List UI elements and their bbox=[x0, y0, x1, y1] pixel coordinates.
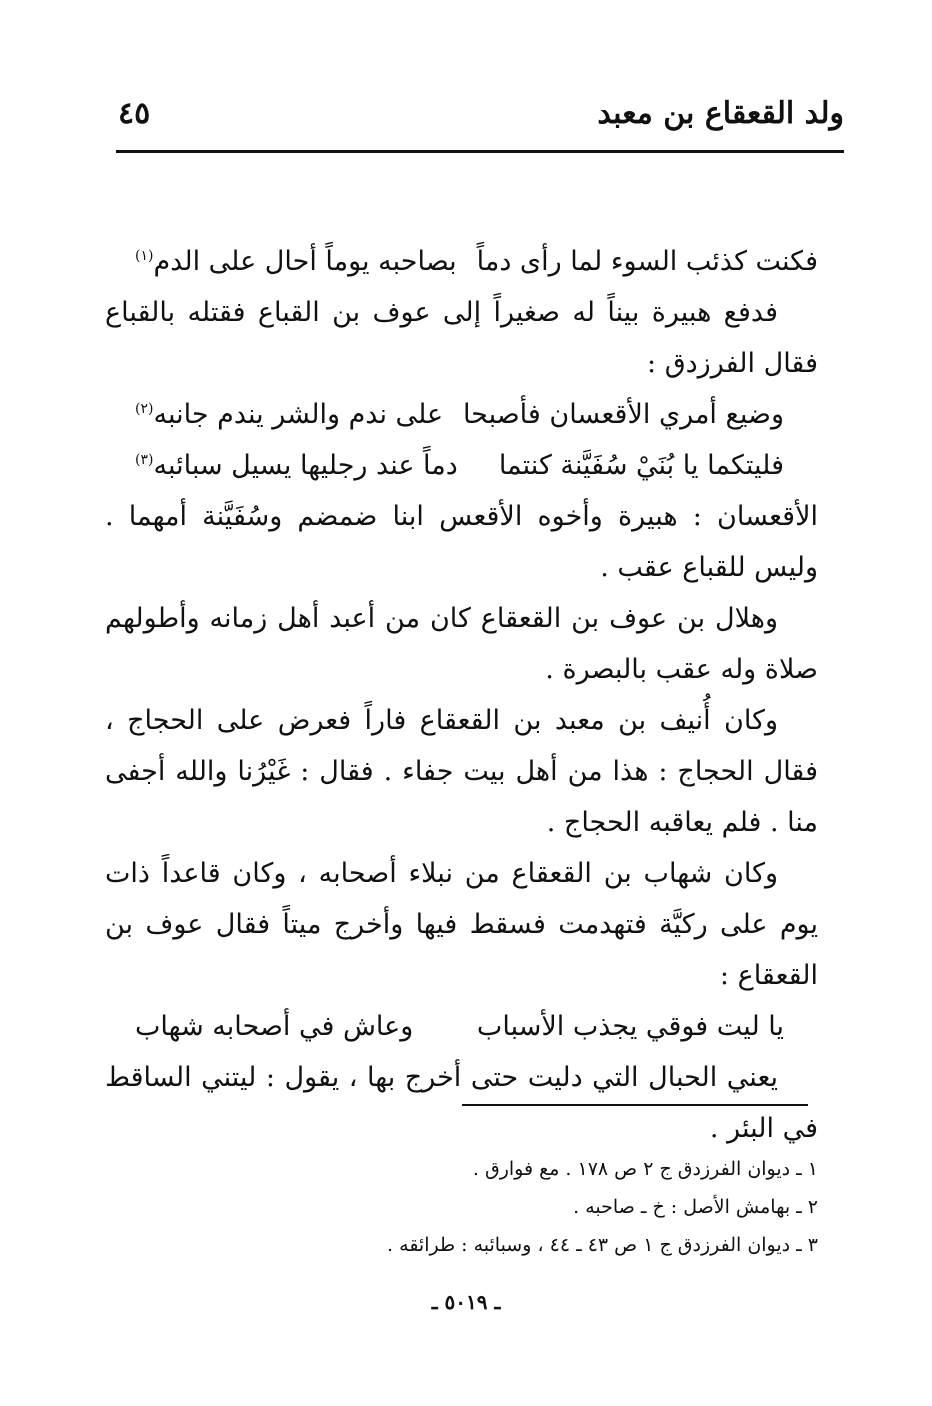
verse-4-first-hemistich: يا ليت فوقي يجذب الأسباب bbox=[476, 1011, 784, 1042]
verse-4-second-hemistich: وعاش في أصحابه شهاب bbox=[135, 1011, 414, 1042]
header-divider bbox=[116, 150, 844, 153]
verse-line-4 bbox=[105, 1001, 818, 1052]
verse-line-2 bbox=[105, 389, 818, 440]
verse-3-second-hemistich: دماً عند رجليها يسيل سبائبه bbox=[153, 450, 458, 481]
footnote-ref-1: (١) bbox=[135, 248, 154, 264]
running-header-title: ولد القعقاع بن معبد bbox=[597, 96, 844, 131]
verse-2-first-hemistich: وضيع أمري الأقعسان فأصبحا bbox=[462, 399, 784, 430]
verse-line-1 bbox=[105, 236, 818, 287]
paragraph-5: وكان شهاب بن القعقاع من نبلاء أصحابه ، وكان قاعداً ذات يوم على ركيَّة فتهدمت فسقط فيها وأخرج ميتاً فقال عوف بن القعقاع : bbox=[105, 858, 818, 991]
page-footer-number: ـ ٥٠١٩ ـ bbox=[431, 1290, 501, 1314]
footnote-ref-3: (٣) bbox=[135, 452, 154, 468]
verse-line-3 bbox=[105, 440, 818, 491]
verse-1-first-hemistich: فكنت كذئب السوء لما رأى دماً bbox=[476, 246, 818, 277]
footnote-3: ٣ ـ ديوان الفرزدق ج ١ ص ٤٣ ـ ٤٤ ، وسبائبه : طرائقه . bbox=[387, 1234, 818, 1256]
paragraph-3: وهلال بن عوف بن القعقاع كان من أعبد أهل زمانه وأطولهم صلاة وله عقب بالبصرة . bbox=[105, 603, 818, 685]
running-header-page-number: ٤٥ bbox=[118, 96, 151, 131]
footnote-1: ١ ـ ديوان الفرزدق ج ٢ ص ١٧٨ . مع فوارق . bbox=[472, 1158, 818, 1180]
main-text bbox=[105, 236, 818, 1154]
footnotes bbox=[218, 1150, 818, 1264]
verse-3-first-hemistich: فليتكما يا بُنَيْ سُفَيَّنة كنتما bbox=[498, 450, 784, 481]
verse-1-second-hemistich: بصاحبه يوماً أحال على الدم bbox=[153, 246, 457, 277]
paragraph-4: وكان أُنيف بن معبد بن القعقاع فاراً فعرض على الحجاج ، فقال الحجاج : هذا من أهل بيت جفاء . فقال : غَيْرُنا والله أجفى منا . فلم يعاقبه الحجاج . bbox=[105, 705, 818, 838]
footnote-2: ٢ ـ بهامش الأصل : خ ـ صاحبه . bbox=[573, 1196, 818, 1218]
verse-3-second-hemistich-wrap bbox=[105, 440, 458, 491]
verse-1-second-hemistich-wrap bbox=[105, 236, 457, 287]
verse-2-second-hemistich: على ندم والشر يندم جانبه bbox=[153, 399, 444, 430]
paragraph-1: فدفع هبيرة بيناً له صغيراً إلى عوف بن القباع فقتله بالقباع فقال الفرزدق : bbox=[105, 297, 818, 379]
footnote-divider bbox=[462, 1104, 808, 1106]
footnote-ref-2: (٢) bbox=[135, 401, 154, 417]
verse-2-second-hemistich-wrap bbox=[105, 389, 443, 440]
paragraph-2: الأقعسان : هبيرة وأخوه الأقعس ابنا ضمضم وسُفَيَّنة أمهما . وليس للقباع عقب . bbox=[105, 501, 818, 583]
paragraph-6: يعني الحبال التي دليت حتى أخرج بها ، يقول : ليتني الساقط في البئر . bbox=[105, 1062, 818, 1144]
